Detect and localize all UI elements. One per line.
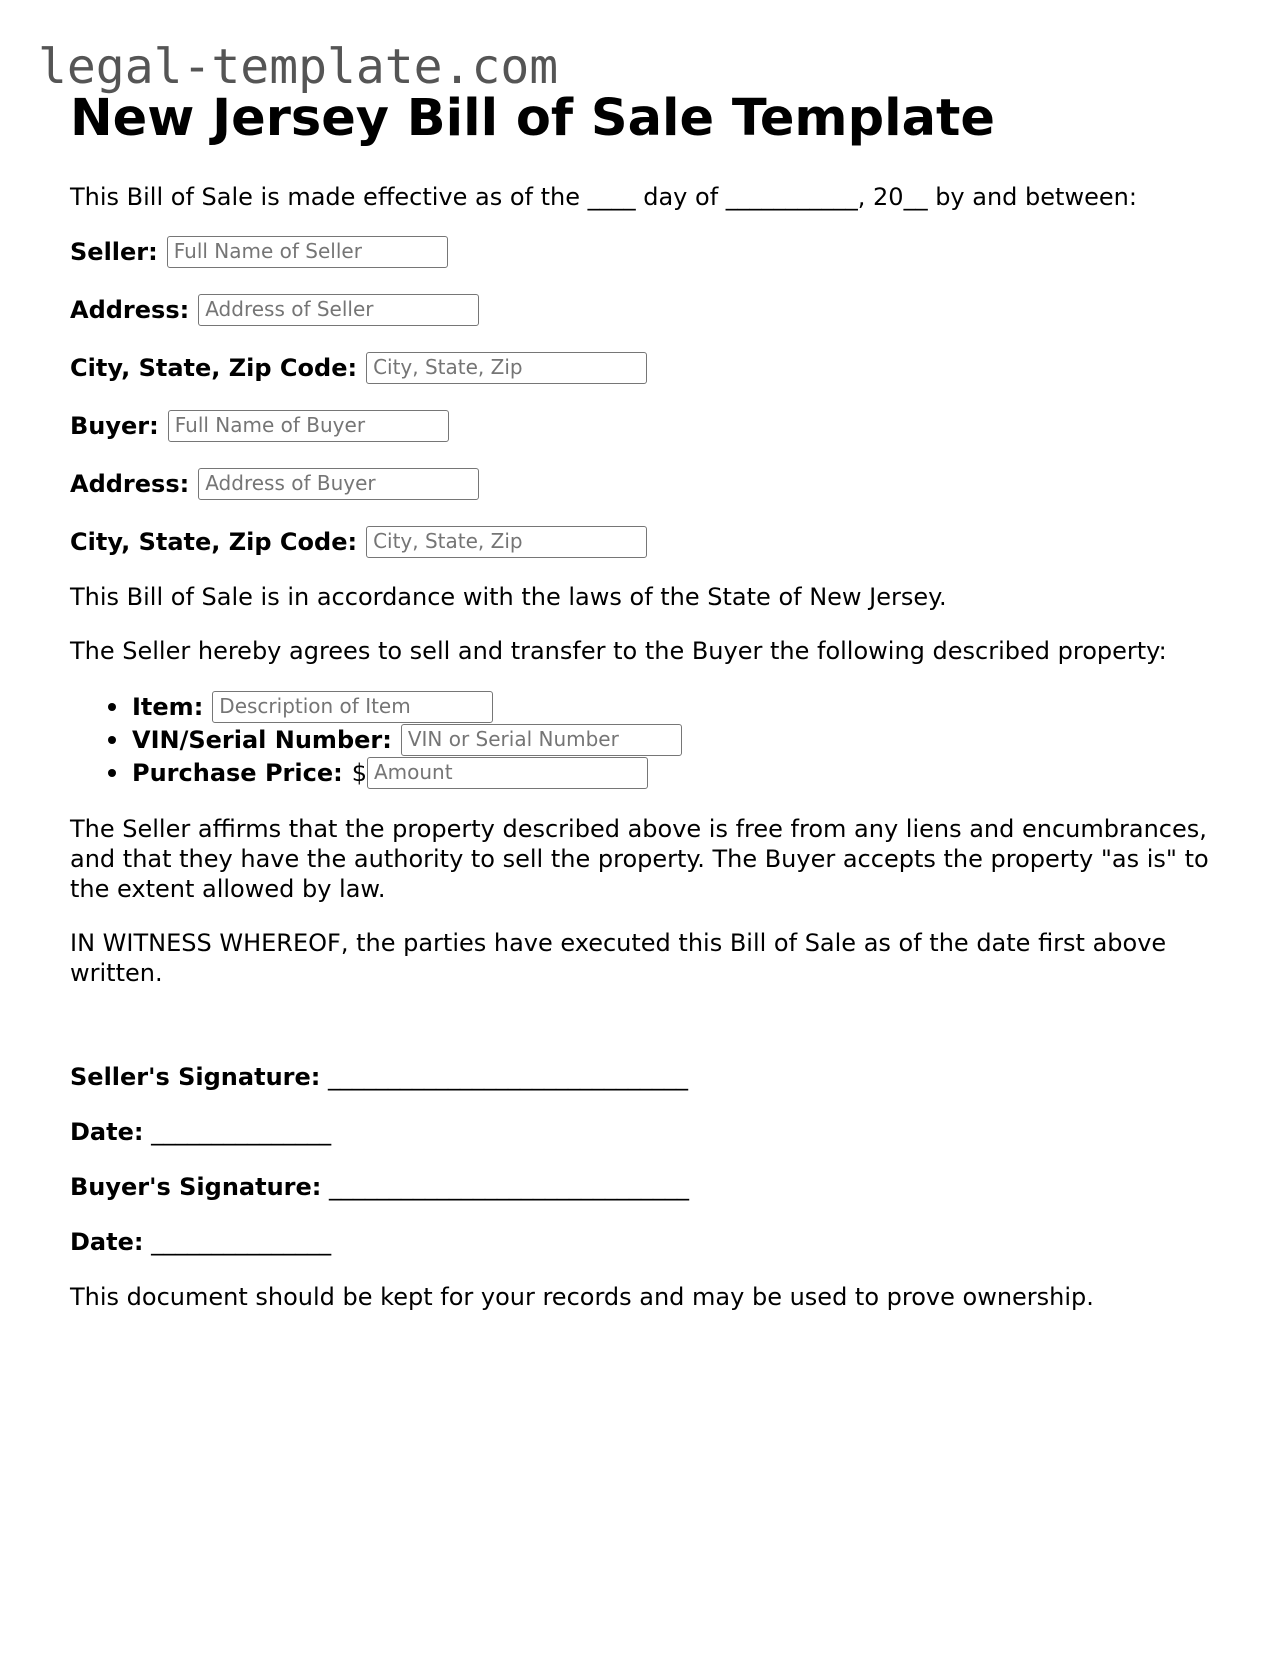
signature-block — [70, 1062, 1230, 1257]
seller-address-input[interactable]: Address of Seller — [198, 294, 479, 326]
seller-name-input[interactable]: Full Name of Seller — [167, 236, 448, 268]
item-description-input[interactable]: Description of Item — [212, 691, 493, 723]
buyer-address-row — [70, 469, 1230, 499]
currency-symbol: $ — [351, 758, 367, 787]
seller-address-label: Address: — [70, 296, 190, 324]
buyer-address-label: Address: — [70, 470, 190, 498]
buyer-signature-row — [70, 1172, 1230, 1202]
intro-paragraph: This Bill of Sale is made effective as of the ____ day of ___________, 20__ by and between: — [70, 183, 1137, 211]
transfer-statement: The Seller hereby agrees to sell and transfer to the Buyer the following described property: — [70, 637, 1167, 665]
item-label: Item: — [132, 692, 204, 721]
list-item-price — [132, 756, 1230, 789]
buyer-address-input[interactable]: Address of Buyer — [198, 468, 479, 500]
buyer-date-label: Date: — [70, 1228, 144, 1256]
buyer-city-row — [70, 527, 1230, 557]
buyer-signature-label: Buyer's Signature: — [70, 1173, 322, 1201]
buyer-name-row — [70, 411, 1230, 441]
seller-signature-line[interactable]: ______________________________ — [328, 1063, 688, 1091]
seller-city-input[interactable]: City, State, Zip — [366, 352, 647, 384]
buyer-date-line[interactable]: _______________ — [151, 1228, 332, 1256]
vin-serial-input[interactable]: VIN or Serial Number — [401, 724, 682, 756]
buyer-date-row — [70, 1227, 1230, 1257]
buyer-name-label: Buyer: — [70, 412, 159, 440]
seller-date-label: Date: — [70, 1118, 144, 1146]
witness-paragraph: IN WITNESS WHEREOF, the parties have executed this Bill of Sale as of the date first above written. — [70, 929, 1167, 987]
price-label: Purchase Price: — [132, 758, 343, 787]
seller-address-row — [70, 295, 1230, 325]
seller-name-label: Seller: — [70, 238, 158, 266]
list-item-item — [132, 690, 1230, 723]
buyer-city-label: City, State, Zip Code: — [70, 528, 358, 556]
list-item-vin — [132, 723, 1230, 756]
buyer-signature-line[interactable]: ______________________________ — [329, 1173, 690, 1201]
purchase-price-input[interactable]: Amount — [367, 757, 648, 789]
seller-name-row — [70, 237, 1230, 267]
watermark: legal-template.com — [38, 39, 559, 95]
buyer-name-input[interactable]: Full Name of Buyer — [168, 410, 449, 442]
property-list — [70, 690, 1230, 789]
page-title: New Jersey Bill of Sale Template — [70, 89, 995, 148]
footer-note: This document should be kept for your records and may be used to prove ownership. — [70, 1283, 1094, 1311]
seller-city-label: City, State, Zip Code: — [70, 354, 358, 382]
seller-signature-row — [70, 1062, 1230, 1092]
law-statement: This Bill of Sale is in accordance with the laws of the State of New Jersey. — [70, 583, 947, 611]
seller-date-row — [70, 1117, 1230, 1147]
seller-signature-label: Seller's Signature: — [70, 1063, 321, 1091]
seller-date-line[interactable]: _______________ — [151, 1118, 332, 1146]
affirmation-paragraph: The Seller affirms that the property described above is free from any liens and encumbrances, and that they have the authority to sell the property. The Buyer accepts the property "as is" to the extent allowed by law. — [70, 815, 1209, 903]
seller-city-row — [70, 353, 1230, 383]
vin-label: VIN/Serial Number: — [132, 725, 392, 754]
buyer-city-input[interactable]: City, State, Zip — [366, 526, 647, 558]
bill-of-sale-document — [70, 88, 1230, 1312]
